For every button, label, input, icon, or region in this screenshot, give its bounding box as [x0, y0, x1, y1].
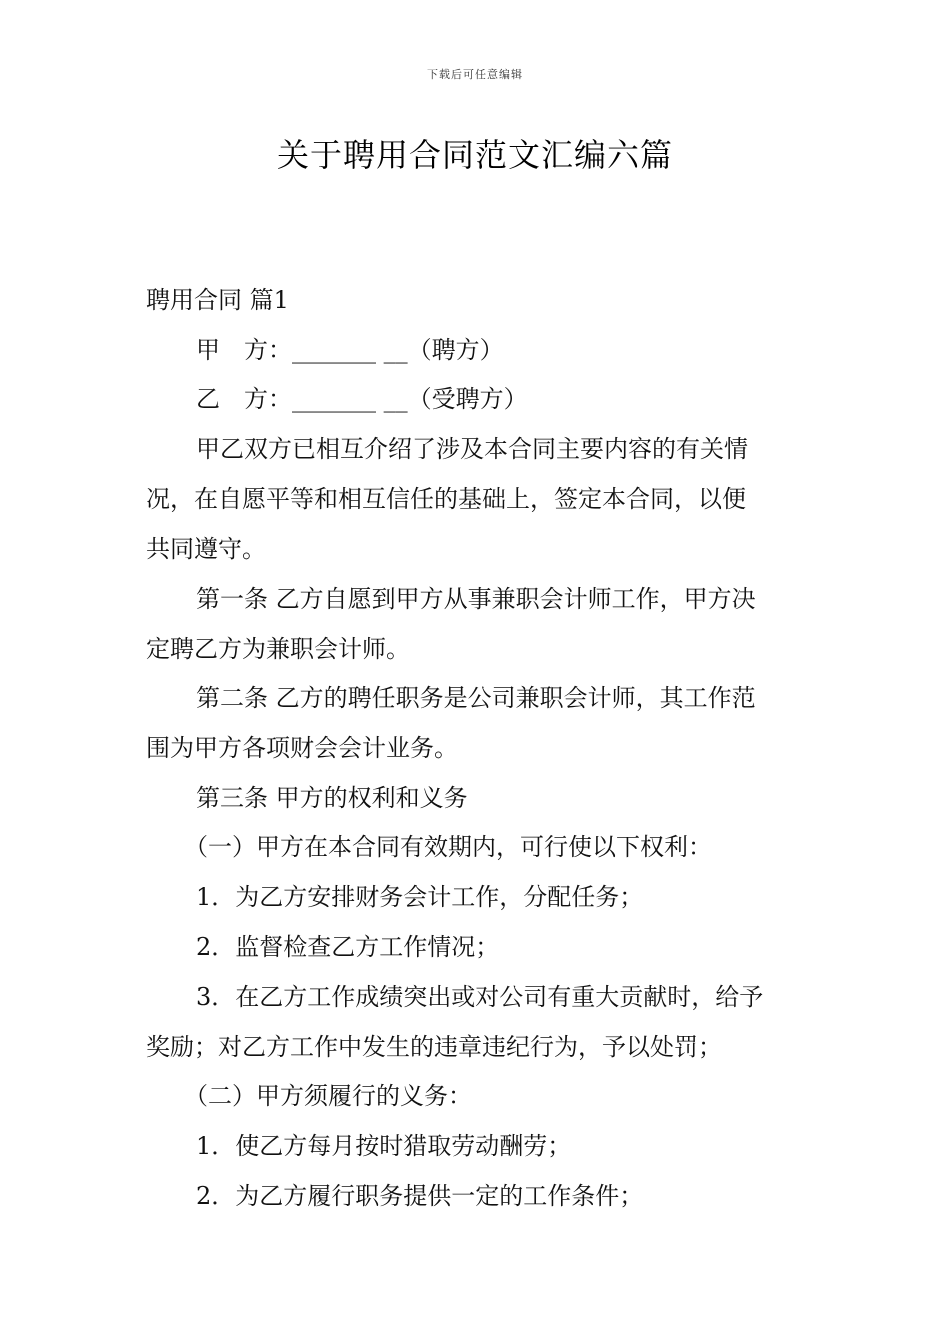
- section-heading: 聘用合同 篇1: [146, 286, 289, 314]
- duties-item: 1．使乙方每月按时猎取劳动酬劳；: [196, 1132, 572, 1160]
- article-3-heading: 第三条 甲方的权利和义务: [196, 784, 468, 812]
- rights-item: 3．在乙方工作成绩突出或对公司有重大贡献时，给予: [196, 983, 764, 1011]
- duties-item: 2．为乙方履行职务提供一定的工作条件；: [196, 1182, 644, 1210]
- article-1-line: 第一条 乙方自愿到甲方从事兼职会计师工作，甲方决: [196, 585, 756, 613]
- rights-item: 1．为乙方安排财务会计工作，分配任务；: [196, 883, 644, 911]
- rights-item: 2．监督检查乙方工作情况；: [196, 933, 500, 961]
- duties-heading: （二）甲方须履行的义务：: [184, 1082, 472, 1110]
- header-note: 下载后可任意编辑: [427, 68, 523, 81]
- document-title: 关于聘用合同范文汇编六篇: [276, 136, 673, 174]
- preamble-line: 共同遵守。: [146, 535, 266, 563]
- rights-item: 奖励；对乙方工作中发生的违章违纪行为，予以处罚；: [146, 1033, 722, 1061]
- article-1-line: 定聘乙方为兼职会计师。: [146, 635, 410, 663]
- preamble-line: 甲乙双方已相互介绍了涉及本合同主要内容的有关情: [196, 435, 748, 463]
- rights-heading: （一）甲方在本合同有效期内，可行使以下权利：: [184, 833, 712, 861]
- article-2-line: 第二条 乙方的聘任职务是公司兼职会计师，其工作范: [196, 684, 756, 712]
- party-a-line: 甲 方：_______ __（聘方）: [196, 336, 504, 364]
- party-b-line: 乙 方：_______ __（受聘方）: [196, 385, 528, 413]
- preamble-line: 况，在自愿平等和相互信任的基础上，签定本合同，以便: [146, 485, 746, 513]
- article-2-line: 围为甲方各项财会会计业务。: [146, 734, 458, 762]
